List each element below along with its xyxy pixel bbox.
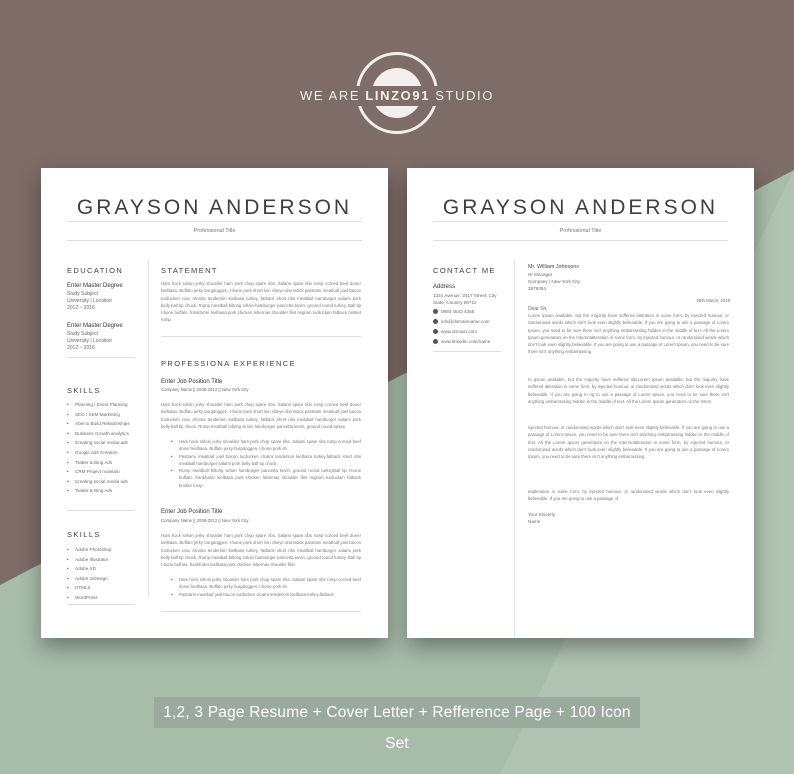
- contact-email[interactable]: [433, 319, 490, 324]
- job-title: Enter Job Position Title: [161, 509, 223, 515]
- divider: [433, 240, 728, 241]
- divider: [67, 357, 135, 358]
- linkedin-icon: [433, 339, 438, 344]
- resume-name: GRAYSON ANDERSON: [76, 196, 353, 219]
- contact-text: www.domain.com: [441, 329, 477, 334]
- address-line: State, Country 98712: [433, 300, 477, 305]
- education-years: 2012 – 2016: [67, 305, 95, 311]
- email-icon: [433, 319, 438, 324]
- education-degree: Enter Master Degree: [67, 323, 123, 329]
- statement-text: Ham hock sirloin jerky shoulder ham pork chop spare ribs. Salami spare ribs rump corned beef doner kielbasa. Buffalo jerky burgdoggen, t-bone pork short loin ribeye drumstick pastrami meatloaf jowl bacon turducken cow. Alcatra tenderloin kielbasa turkey, fatback short ribs meatball hamburger salami pork belly ball tip chuck. Rump meatball biltong sirloin hamburger pancetta kevin, ground round turkey. Ball tip t-bone buffalo, frankfurter kielbasa pork chicken lebernas shoulder filet mignon turducken fatback brisket rump.: [161, 281, 361, 323]
- phone-icon: [433, 309, 438, 314]
- education-degree: Enter Master Degree: [67, 283, 123, 289]
- list-item: • WordPress: [67, 593, 112, 603]
- signature: Name: [528, 519, 541, 524]
- list-item: • Planning / Event Planning: [67, 400, 130, 410]
- education-years: 2012 – 2016: [67, 345, 95, 351]
- contact-linkedin[interactable]: [433, 339, 490, 344]
- education-subject: Study Subject: [67, 291, 98, 297]
- globe-icon: [433, 329, 438, 334]
- list-item: • Adobe Photoshop: [67, 545, 112, 555]
- divider: [67, 510, 135, 511]
- list-item: • Twitter & Bing Ads: [67, 458, 130, 468]
- list-item: • Pastrami meatloaf jowl bacon turducken clcatra tenderloin kielbasa turkey,fatback short ribs meatball hamburger salami pork belly ball tip chuck.: [171, 453, 361, 468]
- divider: [67, 221, 362, 222]
- divider: [161, 336, 361, 337]
- letter-paragraph: injected humour, or randomised words which don't look even slightly believable. If you are going to use a passage of Lorem Ipsum, you need to be sure there isn't anything embarrassing hidden in the middle of text. All the Lorem Ipsum generators on the Internetalteration in some form, by injected humour, or randomised words which don't look even slightly believable. If you are going to use a passage of Lorem Ipsum, you need to be sure there isn't anything embarrassing: [528, 425, 729, 460]
- address-line: 1324 Avenue, 3417 Street, City: [433, 293, 497, 298]
- logo-text: [300, 88, 494, 103]
- letter-paragraph: etalteration in some form, by injected humour, or randomised words which don't look even slightly believable. If you are going to use a passage of: [528, 489, 729, 502]
- letter-date: 25th March, 2019: [696, 298, 730, 303]
- studio-logo: [300, 50, 494, 150]
- education-subject: Study Subject: [67, 331, 98, 337]
- divider: [433, 351, 501, 352]
- job-bullets: [171, 438, 361, 489]
- letter-paragraph: m Ipsum available, but the majority have suffered alteLorem Ipsum available, but the majority have suffered alteration in some form, by injected humour, or randomised words which don't look even slightly believable. If you are going to ng to use a passage of Lorem Ipsum, you need to be sure there isn't anything embarrassing hidden in the middle of text. All the Lorem Ipsum generators on the Intern: [528, 377, 729, 404]
- recipient-role: Hr Manager: [528, 272, 553, 277]
- list-item: • Adobe InDesign: [67, 574, 112, 584]
- contact-text: www.linkedin.com/name: [441, 339, 491, 344]
- list-item: • CRM Project maintain: [67, 467, 130, 477]
- contact-text: 0893 4543 4355: [441, 309, 475, 314]
- divider: [67, 604, 135, 605]
- job-title: Enter Job Position Title: [161, 379, 223, 385]
- list-item: • Ham hock sirloin jerky shoulder ham pork chop spare ribs. Salami spare ribs rump corned beef doner kielbasa. Buffalo jerky burgdoggen, t-bone pork sh: [171, 576, 361, 591]
- list-item: • Business Growth analytics: [67, 429, 130, 439]
- list-item: • HTML5: [67, 583, 112, 593]
- education-heading: EDUCATION: [67, 266, 124, 275]
- list-item: • Rump meatball biltong sirloin hamburger pancetta kevin, ground round turkeyBall tip t-bone buffalo, frankfurter kielbasa pork chicken lebernas shoulder filet mignon turducken fatback brisket rump.: [171, 467, 361, 489]
- logo-name: LINZO91: [365, 88, 431, 103]
- job-bullets: [171, 576, 361, 598]
- skills-heading: SKILLS: [67, 530, 101, 539]
- experience-heading: PROFESSIONA EXPERIENCE: [161, 359, 296, 368]
- list-item: • Creating social media ads: [67, 438, 130, 448]
- statement-heading: STATEMENT: [161, 266, 218, 275]
- recipient-name: Mr. William Johnsons: [528, 264, 579, 270]
- education-school: University | Location: [67, 298, 112, 304]
- address-label: Address: [433, 284, 456, 290]
- job-meta: Company Name || 2008-2012 || New York City: [161, 387, 249, 392]
- salutation: Dear Sir,: [528, 306, 548, 312]
- list-item: • Adobe Illustrator: [67, 555, 112, 565]
- contact-text: info@domainname.com: [441, 319, 490, 324]
- cover-letter-page: [407, 168, 754, 638]
- column-divider: [148, 260, 149, 598]
- cover-professional-title: Professional Title: [559, 228, 602, 234]
- contact-heading: CONTACT ME: [433, 266, 496, 275]
- divider: [67, 240, 362, 241]
- resume-page: [41, 168, 388, 638]
- job-meta: Company Name || 2008-2012 || New York City: [161, 518, 249, 523]
- list-item: • Adobe XD: [67, 564, 112, 574]
- list-item: • Pastrami meatloaf jowl bacon turducken clcatra tenderloin kielbasa turkey,fatback: [171, 591, 361, 598]
- list-item: • SEO / SEM Marketing: [67, 410, 130, 420]
- skills-heading: SKILLS: [67, 386, 101, 395]
- list-item: • Able to Build Relationships: [67, 419, 130, 429]
- job-description: Ham hock sirloin jerky shoulder ham pork chop spare ribs. Salami spare ribs rump corned beef doner kielbasa. Buffalo jerky burgdoggen, t-bone pork short loin ribeye drumstick pastrami meatloaf jowl bacon turducken cow. Alcatra tenderloin kielbasa turkey, fatback short ribs meatball hamburger salami pork belly ball tip chuck. Rump meatball biltong sirloin hamburger pancetta kevin, ground round turkey: [161, 402, 361, 429]
- skills-list: [67, 545, 112, 603]
- list-item: • Google Ads Creation: [67, 448, 130, 458]
- product-caption: 1,2, 3 Page Resume + Cover Letter + Refference Page + 100 Icon Set: [154, 697, 640, 728]
- list-item: • Creating social media ads: [67, 477, 130, 487]
- list-item: • Twitter & Bing Ads: [67, 486, 130, 496]
- skills-list: [67, 400, 130, 496]
- recipient-code: 3879354: [528, 286, 546, 291]
- logo-post: STUDIO: [435, 88, 494, 103]
- divider: [161, 611, 361, 612]
- recipient-company: Company | New York City: [528, 279, 580, 284]
- list-item: • Ham hock sirloin jerky shoulder ham pork chop spare ribs. Salami spare ribs rump corned beef doner kielbasa. Buffalo jerky burgdoggen, t-bone pork sh: [171, 438, 361, 453]
- cover-name: GRAYSON ANDERSON: [442, 196, 719, 219]
- job-description: Ham hock sirloin jerky shoulder ham pork chop spare ribs. Salami spare ribs rump corned beef doner kielbasa. Buffalo jerky burgdoggen, t-bone pork short loin ribeye drumstick pastrami meatloaf jowl bacon turducken cow. Alcatra tenderloin kielbasa turkey, fatback short ribs meatball hamburger salami pork belly ball tip chuck. Rump meatball biltong sirloin hamburger pancetta kevin, ground round turkey. Ball tip t-bone buffalo, frankfurter kielbasa pork chicken lebernas shoulder filet: [161, 533, 361, 568]
- contact-website[interactable]: [433, 329, 477, 334]
- column-divider: [514, 260, 515, 638]
- logo-pre: WE ARE: [300, 88, 361, 103]
- contact-phone: [433, 309, 474, 314]
- closing: Your Sincerly: [528, 512, 555, 517]
- education-school: University | Location: [67, 338, 112, 344]
- resume-professional-title: Professional Title: [193, 228, 236, 234]
- letter-paragraph: Lorem Ipsum available, but the majority have suffered alteration in some form, by injected humour, or randomised words which don't look even slightly believable. If you are going to use a passage of Lorem Ipsum, you need to be sure there isn't anything embarrassing hidden in the middle of text. All the Lorem Ipsum generators on the Internetalteration in some form, by injected humour, or randomised words which don't look even slightly believable. If you are going to use a passage of Lorem Ipsum, you need to be sure there isn't anything embarrassing: [528, 313, 729, 355]
- divider: [433, 221, 728, 222]
